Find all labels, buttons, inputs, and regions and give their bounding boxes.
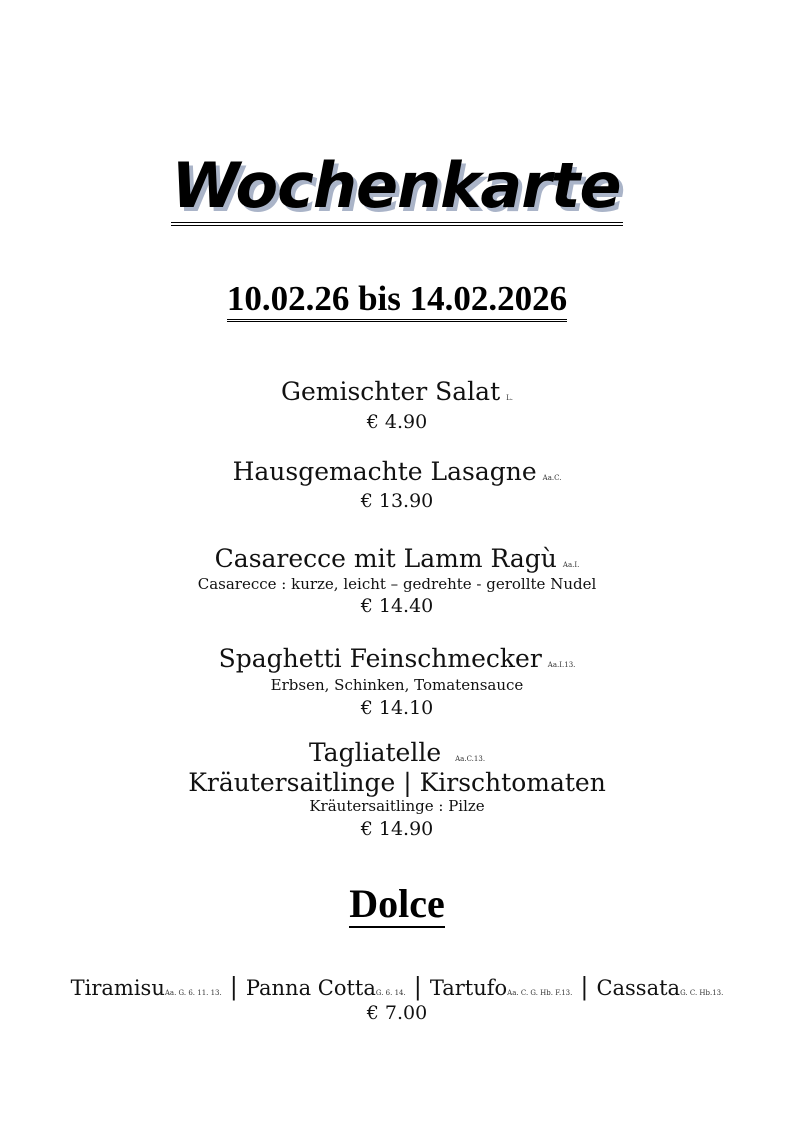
dolce-heading [0, 880, 794, 928]
dessert-separator: | [413, 973, 422, 1001]
dessert-separator: | [580, 973, 589, 1001]
date-range [0, 278, 794, 320]
dish-price: € 13.90 [360, 490, 434, 512]
dolce-heading-text: Dolce [349, 881, 445, 926]
date-range-text: 10.02.26 bis 14.02.2026 [227, 279, 567, 322]
dessert-item [430, 976, 573, 1000]
dessert-item [596, 976, 723, 1000]
dish-allergens: L. [506, 394, 513, 402]
dish-price: € 14.40 [360, 595, 434, 617]
dish-name-gemischter-salat [0, 377, 794, 413]
dessert-name: Cassata [596, 976, 681, 1000]
dish-allergens: Aa.I. [562, 561, 580, 569]
dish-allergens: Aa.C.13. [455, 755, 486, 763]
dish-price: € 14.10 [360, 697, 434, 719]
dessert-name: Tartufo [429, 976, 508, 1000]
dessert-name: Tiramisu [70, 976, 165, 1000]
dessert-allergens: G. C. Hb.13. [680, 989, 724, 997]
dish-name-text: Hausgemachte Lasagne [232, 457, 537, 486]
dessert-allergens: Aa. C. G. Hb. F.13. [507, 989, 573, 997]
menu-title [0, 150, 794, 226]
dessert-allergens: G. 6. 14. [375, 989, 406, 997]
dish-price: € 14.90 [360, 818, 434, 840]
dessert-price: € 7.00 [366, 1002, 428, 1024]
dessert-item [246, 976, 406, 1000]
dish-name-text: Casarecce mit Lamm Ragù [214, 544, 557, 573]
dish-name-lasagne [0, 457, 794, 493]
dessert-separator: | [229, 973, 238, 1001]
dish-allergens: Aa.C. [542, 474, 562, 482]
dessert-allergens: Aa. G. 6. 11. 13. [164, 989, 222, 997]
dish-allergens: Aa.I.13. [547, 661, 576, 669]
dish-description: Casarecce : kurze, leicht – gedrehte - gerollte Nudel [197, 575, 597, 593]
menu-title-text: Wochenkarte [171, 150, 622, 226]
dish-name-text: Tagliatelle [308, 738, 442, 767]
dessert-name: Panna Cotta [245, 976, 376, 1000]
dessert-item [71, 976, 222, 1000]
dish-name-text: Gemischter Salat [281, 377, 501, 406]
dish-name-text: Spaghetti Feinschmecker [218, 644, 542, 673]
dish-description: Kräutersaitlinge : Pilze [309, 797, 485, 815]
dish-subtitle: Kräutersaitlinge | Kirschtomaten [188, 768, 606, 797]
dish-price: € 4.90 [366, 411, 428, 433]
dish-description: Erbsen, Schinken, Tomatensauce [270, 676, 524, 694]
